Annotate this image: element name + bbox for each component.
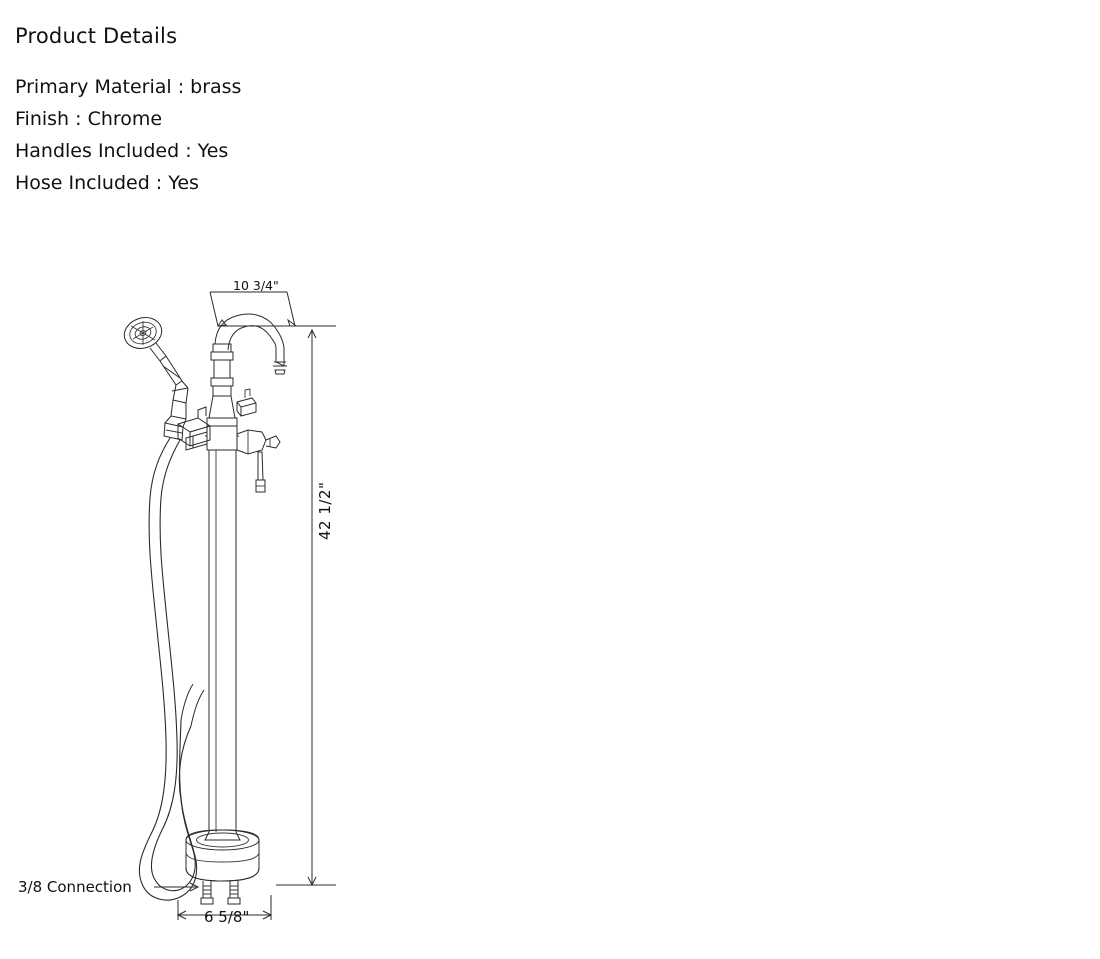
spec-finish: Finish : Chrome	[15, 108, 163, 131]
floor-base	[186, 830, 259, 881]
shower-hose	[139, 438, 204, 900]
technical-drawing	[0, 240, 1100, 959]
supply-connections	[201, 881, 240, 904]
faucet-line-art	[0, 240, 1100, 959]
dimension-overall-height: 42 1/2"	[316, 481, 334, 540]
dimension-spout-reach: 10 3/4"	[233, 278, 279, 293]
dimension-base-diameter: 6 5/8"	[204, 908, 250, 926]
main-column	[209, 450, 236, 832]
page-title: Product Details	[15, 24, 178, 48]
product-details-block	[15, 24, 241, 199]
spec-hose-included: Hose Included : Yes	[15, 172, 199, 195]
spec-primary-material: Primary Material : brass	[15, 76, 242, 99]
spec-handles-included: Handles Included : Yes	[15, 140, 229, 163]
dimension-connection: 3/8 Connection	[18, 878, 132, 896]
dimension-lines	[154, 292, 336, 920]
faucet-body-upper	[207, 344, 237, 426]
handheld-shower-head	[120, 313, 188, 440]
